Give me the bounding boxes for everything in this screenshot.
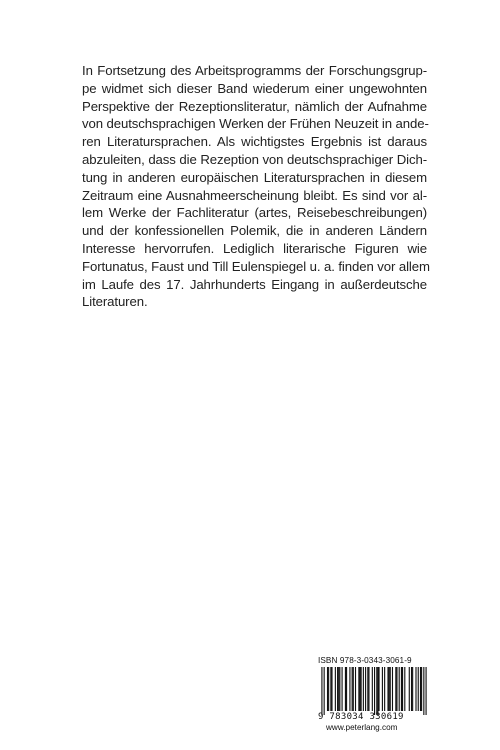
blurb-line: abzuleiten, dass die Rezeption von deutschsprachiger Dich- bbox=[82, 151, 427, 167]
barcode-bar bbox=[368, 667, 369, 711]
barcode-bar bbox=[330, 667, 331, 711]
barcode-bar bbox=[390, 667, 391, 711]
blurb-text bbox=[82, 62, 430, 311]
blurb-line: In Fortsetzung des Arbeitsprogramms der Forschungsgrup- bbox=[82, 63, 427, 78]
barcode-bar bbox=[359, 667, 360, 711]
barcode-bar bbox=[421, 667, 422, 711]
barcode-bar bbox=[349, 667, 350, 711]
barcode-bar bbox=[376, 667, 377, 715]
barcode-bar bbox=[396, 667, 397, 711]
barcode-bar bbox=[345, 667, 346, 711]
barcode-bar bbox=[374, 667, 375, 715]
blurb-line: lem Werke der Fachliteratur (artes, Reisebeschreibungen) bbox=[82, 205, 427, 221]
barcode-bar bbox=[401, 667, 402, 711]
barcode-bar bbox=[358, 667, 359, 711]
blurb-line: ren Literatursprachen. Als wichtigstes Ergebnis ist daraus bbox=[82, 134, 427, 150]
barcode-bar bbox=[418, 667, 419, 711]
barcode-bar bbox=[321, 667, 322, 715]
barcode-bar bbox=[353, 667, 354, 711]
barcode-bar bbox=[365, 667, 366, 711]
blurb-line: Literaturen. bbox=[82, 294, 148, 310]
barcode-bar bbox=[338, 667, 339, 711]
blurb-line: Perspektive der Rezeptionsliteratur, nämlich der Aufnahme bbox=[82, 98, 427, 114]
barcode-bar bbox=[378, 667, 379, 711]
barcode-bar bbox=[324, 667, 325, 715]
barcode-bar bbox=[361, 667, 362, 711]
isbn-barcode-block bbox=[318, 656, 430, 736]
barcode-bar bbox=[382, 667, 383, 711]
barcode-bar bbox=[377, 667, 378, 715]
blurb-line: Zeitraum eine Ausnahmeerscheinung bleibt. Es sind vor al- bbox=[82, 187, 427, 203]
barcode-bar bbox=[346, 667, 347, 711]
barcode-bar bbox=[420, 667, 421, 711]
barcode-bar bbox=[355, 667, 356, 711]
blurb-line: im Laufe des 17. Jahrhunderts Eingang in außerdeutsche bbox=[82, 276, 427, 292]
barcode-bar bbox=[384, 667, 385, 711]
blurb-line: und der konfessionellen Polemik, die in anderen Ländern bbox=[82, 223, 427, 239]
barcode-bar bbox=[402, 667, 403, 711]
isbn-label: ISBN 978-3-0343-3061-9 bbox=[318, 656, 412, 665]
barcode-bar bbox=[409, 667, 410, 711]
barcode-bar bbox=[331, 667, 332, 711]
barcode-bar bbox=[415, 667, 416, 711]
barcode-bar bbox=[392, 667, 393, 711]
publisher-website: www.peterlang.com bbox=[326, 723, 398, 732]
barcode-bar bbox=[339, 667, 340, 711]
barcode-bar bbox=[412, 667, 413, 711]
blurb-line: pe widmet sich dieser Band wiederum einer ungewohnten bbox=[82, 80, 427, 96]
barcode-bar bbox=[395, 667, 396, 711]
barcode-bar bbox=[342, 667, 343, 711]
barcode-bar bbox=[426, 667, 427, 715]
barcode-bar bbox=[328, 667, 329, 711]
barcode-bar bbox=[399, 667, 400, 711]
barcode-bar bbox=[352, 667, 353, 711]
barcode bbox=[318, 667, 430, 715]
blurb-line: Fortunatus, Faust und Till Eulenspiegel u. a. finden vor allem bbox=[82, 258, 430, 274]
barcode-bar bbox=[389, 667, 390, 711]
blurb-line: Interesse hervorrufen. Lediglich literarische Figuren wie bbox=[82, 240, 427, 256]
blurb-line: von deutschsprachigen Werken der Frühen Neuzeit in ande- bbox=[82, 116, 429, 132]
barcode-bar bbox=[367, 667, 368, 711]
barcode-bar bbox=[411, 667, 412, 711]
barcode-bar bbox=[363, 667, 364, 711]
barcode-bar bbox=[387, 667, 388, 711]
barcode-bar bbox=[423, 667, 424, 715]
barcode-digits: 9 783034 330619 bbox=[318, 712, 404, 722]
blurb-line: tung in anderen europäischen Literatursprachen in diesem bbox=[82, 169, 427, 185]
barcode-bar bbox=[335, 667, 336, 711]
barcode-bar bbox=[327, 667, 328, 711]
barcode-bar bbox=[372, 667, 373, 711]
barcode-bar bbox=[337, 667, 338, 711]
barcode-bar bbox=[404, 667, 405, 711]
